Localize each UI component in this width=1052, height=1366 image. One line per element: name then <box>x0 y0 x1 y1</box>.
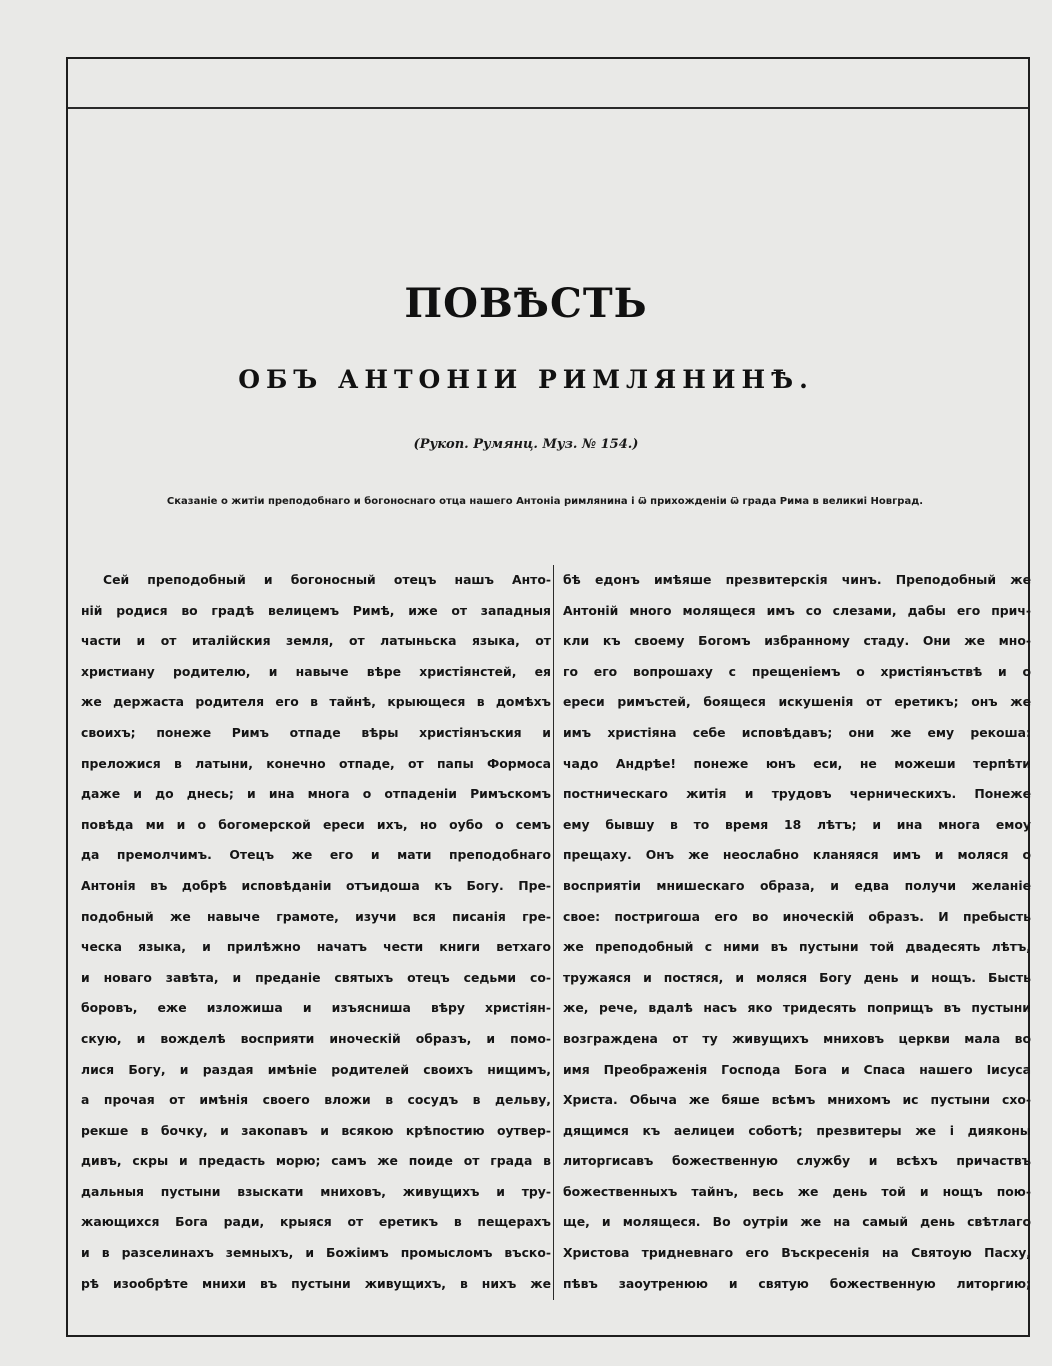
header-rule <box>68 107 1028 109</box>
text-line: ереси римъстей, боящеся искушенія от еретикъ; онъ же <box>563 694 1031 710</box>
text-line: жающихся Бога ради, крыяся от еретикъ в пещерахъ <box>81 1214 551 1230</box>
text-line: боровъ, еже изложиша и изъясниша вѣру христіян- <box>81 1000 551 1016</box>
text-line: повѣда ми и о богомерской ереси ихъ, но оубо о семъ <box>81 816 551 832</box>
text-line: дальныя пустыни взыскати мниховъ, живущихъ и тру- <box>81 1183 551 1199</box>
text-line: восприятіи мнишескаго образа, и едва получи желаніе <box>563 877 1031 893</box>
text-line: го его вопрошаху с прещеніемъ о христіянъствѣ и о <box>563 663 1031 679</box>
text-line: ему бывшу в то время 18 лѣтъ; и ина многа емоу <box>563 816 1031 832</box>
text-line: бѣ едонъ имѣяше презвитерскiя чинъ. Преподобный же <box>563 572 1031 587</box>
text-line: лися Богу, и раздая имѣніе родителей своихъ нищимъ, <box>81 1061 551 1077</box>
section-heading: Сказаніе о житіи преподобнаго и богоноснаго отца нашего Антоніа римлянина і ѿ прихожденіи ѿ града Рима в великиі Новград. <box>166 496 924 507</box>
text-line: прещаху. Онъ же неослабно кланяяся имъ и моляся о <box>563 847 1031 863</box>
text-line: чадо Андрѣе! понеже юнъ еси, не можеши терпѣти <box>563 755 1031 771</box>
left-text-column <box>81 565 551 1299</box>
text-line: же держаста родителя его в тайнѣ, крыющеся в домѣхъ <box>81 694 551 710</box>
text-line: рекше в бочку, и закопавъ и всякою крѣпостию оутвер- <box>81 1122 551 1138</box>
text-line: же, рече, вдалѣ насъ яко тридесять поприщъ въ пустыни <box>563 1000 1031 1016</box>
text-line: дящимся къ аелицеи соботѣ; презвитеры же і дияконы <box>563 1122 1031 1138</box>
text-line: дивъ, скры и предасть морю; самъ же поиде от града в <box>81 1153 551 1169</box>
text-line: тружаяся и постяся, и моляся Богу день и нощъ. Бысть <box>563 969 1031 985</box>
text-line: Сей преподобный и богоносный отецъ нашъ Анто- <box>103 572 551 587</box>
text-line: и новаго завѣта, и преданіе святыхъ отецъ седьми со- <box>81 969 551 985</box>
text-line: Антонія въ добрѣ исповѣданіи отъидоша къ Богу. Пре- <box>81 877 551 893</box>
text-line: преложися в латыни, конечно отпаде, от папы Формоса <box>81 755 551 771</box>
text-line: имъ христіяна себе исповѣдавъ; они же ему рекоша: <box>563 724 1031 740</box>
text-line: рѣ изообрѣте мнихи въ пустыни живущихъ, в нихъ же <box>81 1275 551 1291</box>
text-line: свое: постригоша его во иноческій образъ. И пребысть <box>563 908 1031 924</box>
text-line: и в разселинахъ земныхъ, и Божіимъ промысломъ въско- <box>81 1245 551 1261</box>
text-line: же преподобный с ними въ пустыни той двадесять лѣтъ, <box>563 939 1031 955</box>
text-line: литоргисавъ божественную службу и всѣхъ причаствъ <box>563 1153 1031 1169</box>
text-line: возграждена от ту живущихъ мниховъ церкви мала во <box>563 1030 1031 1046</box>
text-line: постническаго житія и трудовъ черническихъ. Понеже <box>563 786 1031 802</box>
text-line: Антоній много молящеся имъ со слезами, дабы его прич- <box>563 602 1031 618</box>
text-line: Христа. Обыча же бяше всѣмъ мнихомъ ис пустыни схо- <box>563 1092 1031 1108</box>
document-title: ПОВѢСТЬ <box>404 280 648 327</box>
column-divider <box>553 565 554 1300</box>
text-line: скую, и вожделѣ восприяти иноческій образъ, и помо- <box>81 1030 551 1046</box>
text-line: части и от италійския земля, от латыньска языка, от <box>81 633 551 649</box>
text-line: Христова тридневнаго его Въскресенія на Святоую Пасху, <box>563 1245 1031 1261</box>
right-text-column <box>563 565 1031 1299</box>
text-line: ческа языка, и прилѣжно начатъ чести книги ветхаго <box>81 939 551 955</box>
text-line: ній родися во градѣ велицемъ Римѣ, иже от западныя <box>81 602 551 618</box>
text-line: своихъ; понеже Римъ отпаде вѣры христіянъския и <box>81 724 551 740</box>
text-line: даже и до днесь; и ина многа о отпаденіи Римъскомъ <box>81 786 551 802</box>
text-line: христиану родителю, и навыче вѣре христіянстей, ея <box>81 663 551 679</box>
text-line: божественныхъ тайнъ, весь же день той и нощъ пою- <box>563 1183 1031 1199</box>
document-subtitle: ОБЪ АНТОНІИ РИМЛЯНИНѢ. <box>238 365 814 394</box>
text-line: ще, и молящеся. Во оутріи же на самый день свѣтлаго <box>563 1214 1031 1230</box>
text-line: да премолчимъ. Отецъ же его и мати преподобнаго <box>81 847 551 863</box>
text-line: кли къ своему Богомъ избранному стаду. Они же мно- <box>563 633 1031 649</box>
text-line: имя Преображенія Господа Бога и Спаса нашего Іисуса <box>563 1061 1031 1077</box>
text-line: а прочая от имѣнія своего вложи в сосудъ в дельву, <box>81 1092 551 1108</box>
text-line: подобный же навыче грамоте, изучи вся писанія гре- <box>81 908 551 924</box>
manuscript-source: (Рукоп. Румянц. Муз. № 154.) <box>413 437 639 452</box>
text-line: пѣвъ заоутренюю и святую божественную литоргию; <box>563 1275 1031 1291</box>
